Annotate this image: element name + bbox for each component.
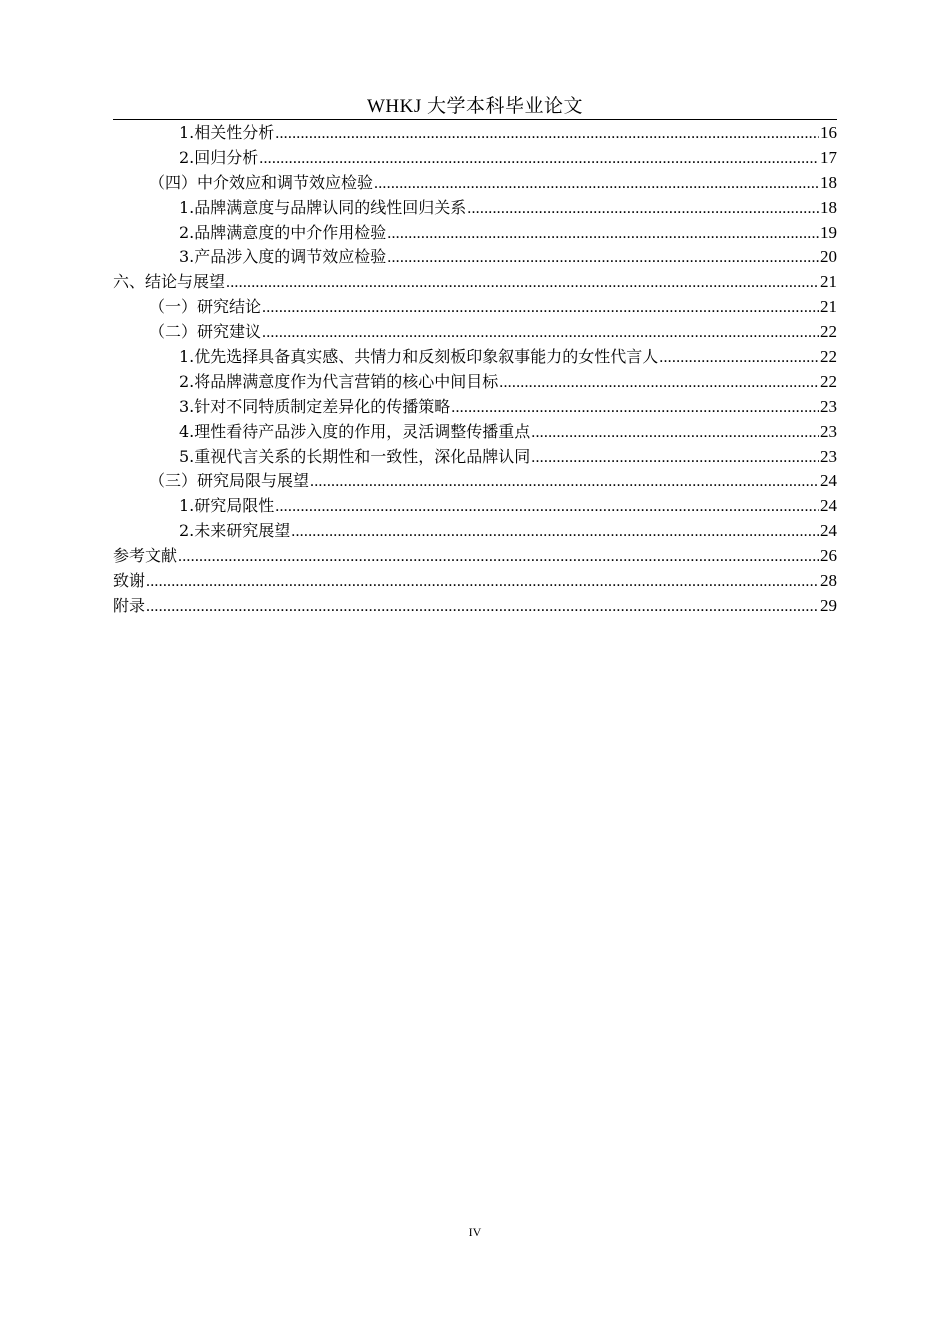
toc-dot-leader — [387, 246, 819, 271]
toc-entry-label: 1.相关性分析 — [179, 123, 275, 142]
toc-dot-leader — [275, 122, 819, 147]
toc-entry[interactable] — [113, 445, 837, 470]
toc-entry-page: 29 — [820, 595, 837, 615]
toc-entry[interactable] — [113, 121, 837, 146]
toc-entry[interactable] — [113, 196, 837, 221]
toc-entry[interactable] — [113, 569, 837, 594]
toc-entry-label: 3.产品涉入度的调节效应检验 — [179, 247, 387, 267]
toc-dot-leader — [259, 147, 819, 172]
toc-entry-label: 2.品牌满意度的中介作用检验 — [179, 222, 387, 242]
toc-entry-page: 19 — [820, 222, 837, 242]
toc-entry[interactable] — [113, 245, 837, 270]
toc-entry[interactable] — [113, 270, 837, 295]
toc-entry-page: 22 — [820, 322, 837, 342]
toc-dot-leader — [387, 222, 819, 247]
toc-entry[interactable] — [113, 146, 837, 171]
toc-entry-page: 17 — [820, 147, 837, 167]
toc-entry-label: 参考文献 — [113, 546, 178, 566]
toc-entry[interactable] — [113, 345, 837, 370]
toc-entry-label: （一）研究结论 — [149, 297, 262, 317]
toc-entry-page: 21 — [820, 297, 837, 317]
toc-dot-leader — [291, 520, 819, 545]
toc-entry[interactable] — [113, 544, 837, 569]
toc-entry-label: 致谢 — [113, 571, 146, 591]
page-header — [113, 93, 837, 120]
toc-dot-leader — [262, 321, 819, 346]
toc-dot-leader — [451, 396, 819, 421]
toc-dot-leader — [374, 172, 819, 197]
toc-entry-page: 24 — [820, 471, 837, 491]
toc-entry-page: 23 — [820, 396, 837, 416]
toc-entry-page: 24 — [820, 521, 837, 541]
toc-entry[interactable] — [113, 221, 837, 246]
toc-dot-leader — [499, 371, 819, 396]
toc-entry-page: 22 — [820, 347, 837, 367]
toc-dot-leader — [531, 421, 819, 446]
toc-entry-page: 18 — [820, 197, 837, 217]
toc-entry-label: 2.回归分析 — [179, 147, 259, 167]
toc-entry-label: 5.重视代言关系的长期性和一致性，深化品牌认同 — [179, 446, 531, 466]
toc-entry-page: 18 — [820, 172, 837, 192]
toc-entry-label: 1.品牌满意度与品牌认同的线性回归关系 — [179, 197, 467, 217]
toc-entry-label: 2.将品牌满意度作为代言营销的核心中间目标 — [179, 371, 499, 391]
toc-entry[interactable] — [113, 420, 837, 445]
toc-entry-page: 23 — [820, 421, 837, 441]
toc-dot-leader — [146, 595, 819, 620]
toc-entry-label: 1.研究局限性 — [179, 496, 275, 516]
toc-entry[interactable] — [113, 171, 837, 196]
toc-entry-label: 附录 — [113, 595, 146, 615]
toc-entry-page: 26 — [820, 546, 837, 566]
toc-dot-leader — [178, 545, 819, 570]
toc-entry[interactable] — [113, 320, 837, 345]
toc-entry-page: 16 — [820, 123, 837, 142]
toc-entry-page: 28 — [820, 571, 837, 591]
toc-dot-leader — [226, 271, 819, 296]
header-title: WHKJ 大学本科毕业论文 — [366, 96, 584, 117]
toc-entry-page: 24 — [820, 496, 837, 516]
toc-entry-page: 23 — [820, 446, 837, 466]
toc-entry[interactable] — [113, 469, 837, 494]
toc-entry-label: （三）研究局限与展望 — [149, 471, 310, 491]
toc-dot-leader — [262, 296, 819, 321]
toc-entry-page: 21 — [820, 272, 837, 292]
toc-entry-label: 六、结论与展望 — [113, 272, 226, 292]
toc-dot-leader — [310, 470, 819, 495]
toc-entry-label: 3.针对不同特质制定差异化的传播策略 — [179, 396, 451, 416]
toc-dot-leader — [467, 197, 819, 222]
toc-entry[interactable] — [113, 494, 837, 519]
toc-dot-leader — [659, 346, 819, 371]
toc-dot-leader — [275, 495, 819, 520]
toc-dot-leader — [531, 446, 819, 471]
toc-entry-label: （二）研究建议 — [149, 322, 262, 342]
toc-entry-page: 20 — [820, 247, 837, 267]
page-number: IV — [468, 1225, 482, 1239]
table-of-contents — [113, 121, 837, 619]
toc-entry-label: 1.优先选择具备真实感、共情力和反刻板印象叙事能力的女性代言人 — [179, 347, 659, 367]
toc-entry-label: （四）中介效应和调节效应检验 — [149, 172, 374, 192]
toc-dot-leader — [146, 570, 819, 595]
toc-entry[interactable] — [113, 519, 837, 544]
toc-entry-label: 2.未来研究展望 — [179, 521, 291, 541]
toc-entry[interactable] — [113, 370, 837, 395]
toc-entry-page: 22 — [820, 371, 837, 391]
toc-entry[interactable] — [113, 295, 837, 320]
toc-entry[interactable] — [113, 594, 837, 619]
toc-entry-label: 4.理性看待产品涉入度的作用，灵活调整传播重点 — [179, 421, 531, 441]
toc-entry[interactable] — [113, 395, 837, 420]
